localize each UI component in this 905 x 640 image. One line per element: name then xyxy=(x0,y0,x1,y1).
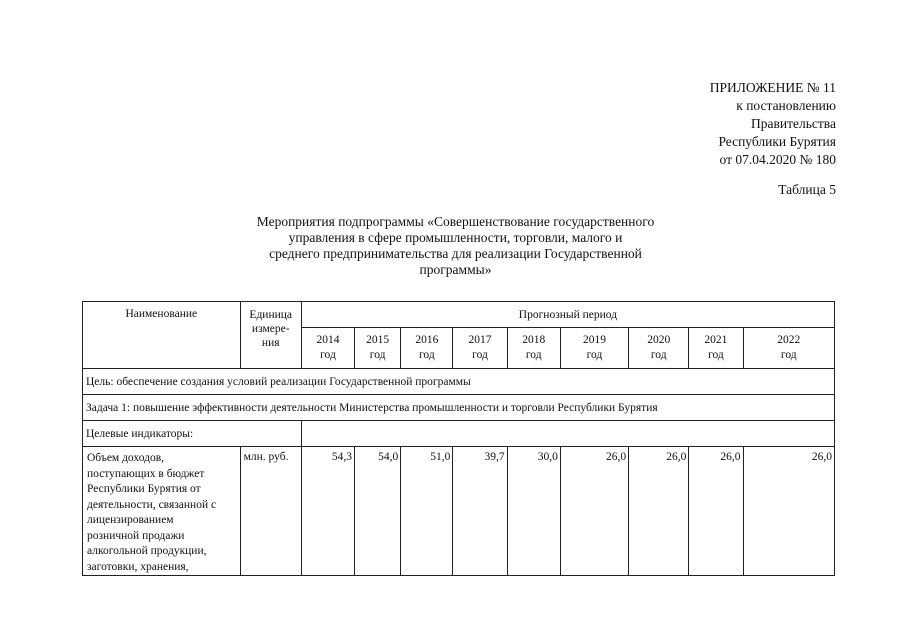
header-year xyxy=(301,328,354,369)
header-unit-line: Единица xyxy=(249,309,293,321)
header-year xyxy=(743,328,834,369)
task-row xyxy=(83,395,835,421)
header-period: Прогнозный период xyxy=(301,302,834,328)
title-line: программы» xyxy=(419,262,492,277)
goal-text: Цель: обеспечение создания условий реализации Государственной программы xyxy=(83,369,835,395)
year-suffix: год xyxy=(472,349,488,361)
header-unit-line: ния xyxy=(261,337,280,349)
header-row xyxy=(83,302,835,328)
year-value: 2022 xyxy=(777,334,801,346)
year-suffix: год xyxy=(586,349,603,361)
appendix-authority: Правительства xyxy=(751,116,836,131)
year-value: 2015 xyxy=(366,334,390,346)
header-unit-line: измере- xyxy=(251,323,290,335)
indicator-unit: млн. руб. xyxy=(240,447,301,576)
value-cell: 26,0 xyxy=(560,447,628,576)
value-cell: 26,0 xyxy=(689,447,743,576)
appendix-title: ПРИЛОЖЕНИЕ № 11 xyxy=(709,80,836,95)
value-cell: 26,0 xyxy=(743,447,834,576)
document-title xyxy=(213,214,698,278)
year-suffix: год xyxy=(650,349,667,361)
indicators-empty-cell xyxy=(301,421,834,447)
header-year xyxy=(629,328,689,369)
year-value: 2017 xyxy=(468,334,492,346)
title-line: Мероприятия подпрограммы «Совершенствование государственного xyxy=(256,214,655,229)
indicator-name-line: Объем доходов, xyxy=(87,452,165,464)
header-unit xyxy=(240,302,301,369)
indicator-name-line: деятельности, связанной с xyxy=(87,498,217,511)
value-cell: 54,3 xyxy=(301,447,354,576)
indicator-name-line: розничной продажи xyxy=(87,529,185,542)
indicator-name-line: Республики Бурятия от xyxy=(87,483,201,495)
value-cell: 26,0 xyxy=(629,447,689,576)
appendix-ref: к постановлению xyxy=(736,98,836,113)
indicator-name-line: лицензированием xyxy=(87,514,174,526)
header-year xyxy=(355,328,401,369)
year-suffix: год xyxy=(780,349,797,361)
indicator-name-line: алкогольной продукции, xyxy=(87,545,207,557)
appendix-block xyxy=(710,79,836,169)
header-year xyxy=(453,328,507,369)
measures-table xyxy=(82,301,835,576)
title-line: управления в сфере промышленности, торговли, малого и xyxy=(288,230,623,245)
year-value: 2020 xyxy=(647,334,671,346)
table-number: Таблица 5 xyxy=(778,182,836,197)
year-suffix: год xyxy=(320,349,336,361)
value-cell: 30,0 xyxy=(507,447,560,576)
table-row xyxy=(83,447,835,576)
value-cell: 51,0 xyxy=(401,447,453,576)
year-value: 2014 xyxy=(316,334,340,346)
task-text: Задача 1: повышение эффективности деятельности Министерства промышленности и торговли Республики Бурятия xyxy=(83,395,835,421)
indicators-label: Целевые индикаторы: xyxy=(83,421,302,447)
year-suffix: год xyxy=(369,349,386,361)
indicator-name-line: поступающих в бюджет xyxy=(87,467,205,480)
appendix-date: от 07.04.2020 № 180 xyxy=(719,152,836,167)
year-value: 2016 xyxy=(415,334,439,346)
year-suffix: год xyxy=(525,349,542,361)
header-name: Наименование xyxy=(83,302,241,369)
year-suffix: год xyxy=(708,349,724,361)
year-value: 2018 xyxy=(522,334,546,346)
header-year xyxy=(507,328,560,369)
header-year xyxy=(401,328,453,369)
header-year xyxy=(689,328,743,369)
title-line: среднего предпринимательства для реализации Государственной xyxy=(269,246,642,261)
goal-row xyxy=(83,369,835,395)
value-cell: 39,7 xyxy=(453,447,507,576)
value-cell: 54,0 xyxy=(355,447,401,576)
appendix-region: Республики Бурятия xyxy=(718,134,836,149)
year-value: 2019 xyxy=(582,334,606,346)
year-suffix: год xyxy=(418,349,435,361)
header-year xyxy=(560,328,628,369)
indicator-name xyxy=(83,447,241,576)
indicator-name-line: заготовки, хранения, xyxy=(87,560,189,573)
indicators-row xyxy=(83,421,835,447)
year-value: 2021 xyxy=(704,334,728,346)
